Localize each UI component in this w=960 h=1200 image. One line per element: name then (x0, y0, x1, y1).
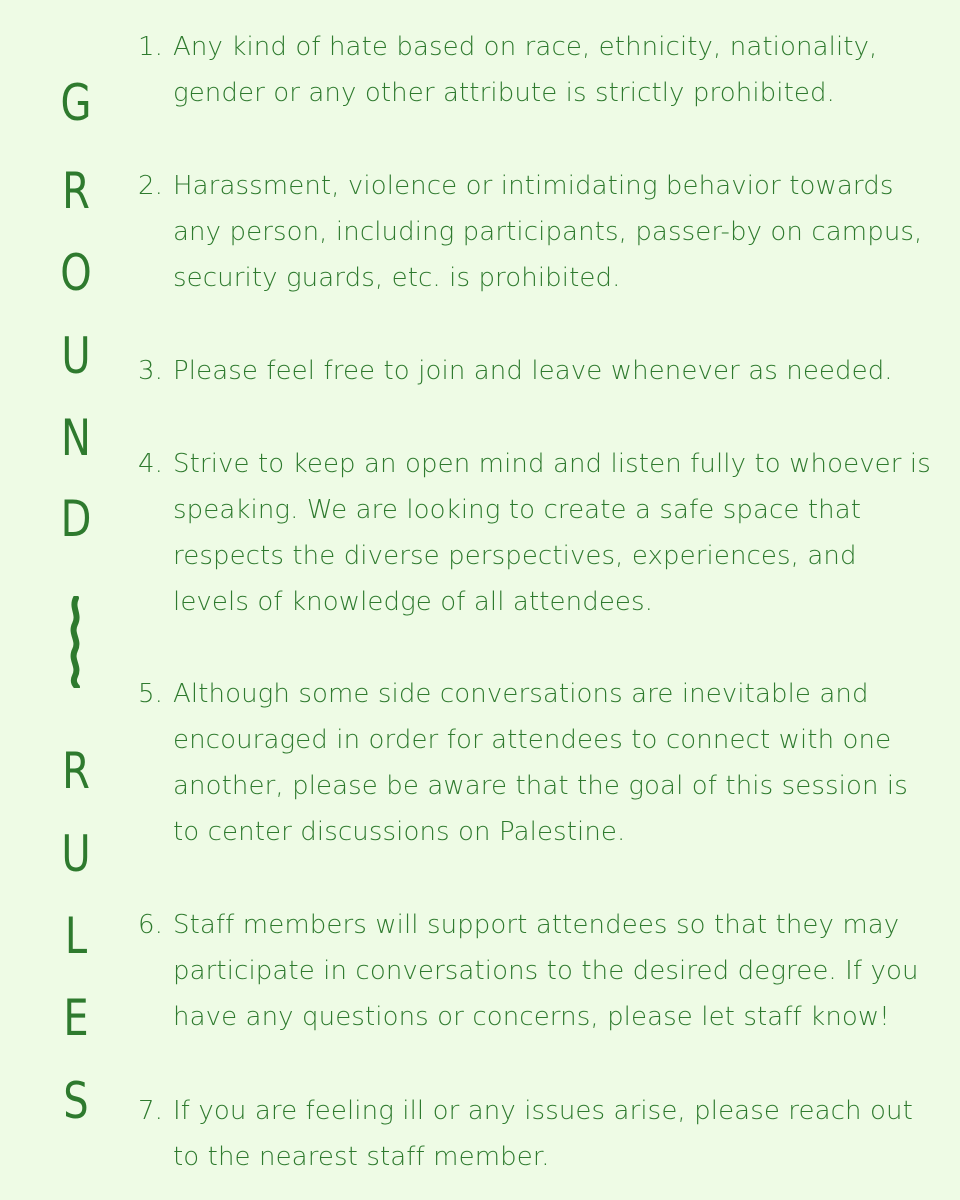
squiggle-line-icon (64, 596, 88, 688)
rule-text: Staff members will support attendees so that they may participate in conversations to the desired degree. If you have any questions or concerns, please let staff know! (173, 910, 919, 1032)
rule-item (138, 902, 938, 1040)
rule-text: If you are feeling ill or any issues arise, please reach out to the nearest staff member. (173, 1096, 913, 1172)
title-letter: D (60, 490, 92, 548)
title-letter: E (63, 989, 89, 1047)
rule-text: Although some side conversations are inevitable and encouraged in order for attendees to connect with one another, please be aware that the goal of this session is to center discussions on Palestine. (173, 679, 908, 847)
rule-number: 2. (138, 171, 164, 201)
title-letter: S (63, 1072, 89, 1130)
rule-text: Strive to keep an open mind and listen fully to whoever is speaking. We are looking to create a safe space that respects the diverse perspectives, experiences, and levels of knowledge of all attendees. (173, 449, 931, 617)
title-letter: U (61, 825, 91, 883)
title-letter: G (60, 74, 92, 132)
rule-number: 7. (138, 1096, 164, 1126)
rule-number: 3. (138, 356, 164, 386)
rule-item (138, 163, 938, 301)
rule-number: 1. (138, 32, 164, 62)
title-letter: L (64, 907, 88, 965)
vertical-title (40, 0, 112, 1200)
rule-item (138, 1088, 938, 1180)
rule-item (138, 348, 938, 394)
rule-text: Any kind of hate based on race, ethnicity, nationality, gender or any other attribute is strictly prohibited. (173, 32, 878, 108)
title-letter: R (62, 162, 90, 220)
rule-item (138, 671, 938, 855)
title-letter: R (62, 742, 90, 800)
title-letter: O (60, 244, 92, 302)
title-letter: U (61, 327, 91, 385)
rule-text: Please feel free to join and leave whenever as needed. (173, 356, 893, 386)
rule-number: 6. (138, 910, 164, 940)
rule-item (138, 24, 938, 116)
title-letter: N (61, 409, 91, 467)
rule-number: 5. (138, 679, 164, 709)
rule-text: Harassment, violence or intimidating behavior towards any person, including participants, passer-by on campus, security guards, etc. is prohibited. (173, 171, 923, 293)
rule-item (138, 441, 938, 625)
rule-number: 4. (138, 449, 164, 479)
